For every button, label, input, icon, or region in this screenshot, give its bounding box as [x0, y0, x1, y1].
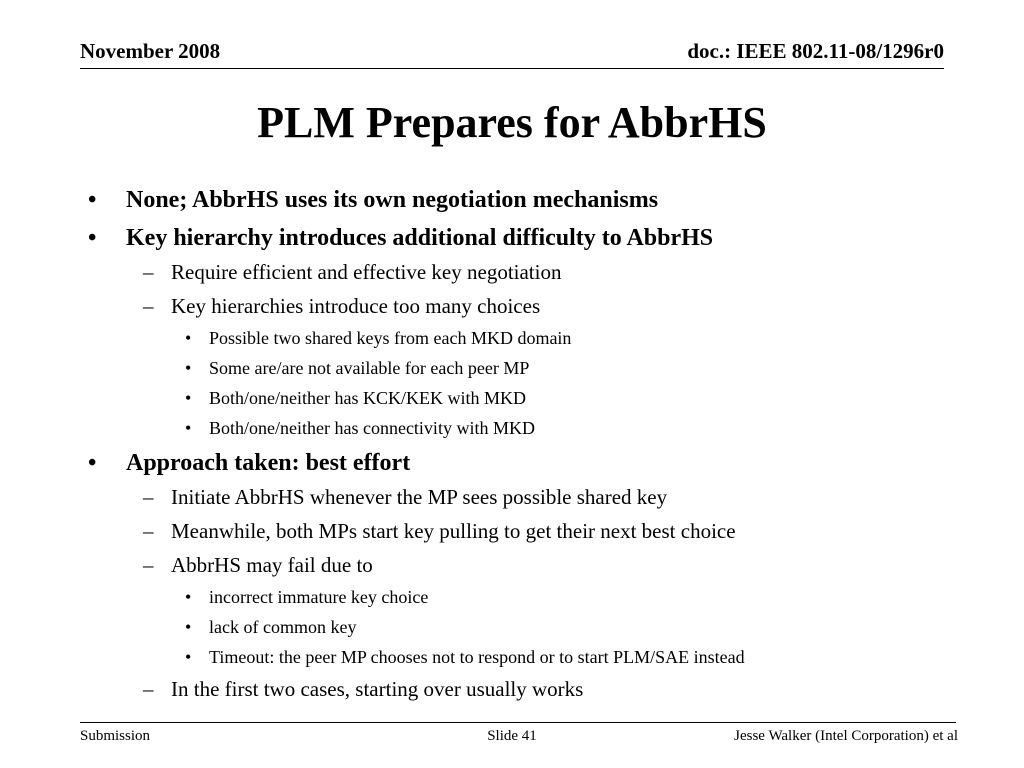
bullet-marker: •	[185, 647, 192, 667]
sub-sub-bullet-text: Possible two shared keys from each MKD domain	[209, 328, 572, 348]
dash-marker: –	[143, 260, 154, 284]
footer-submission: Submission	[80, 728, 151, 744]
sub-bullet-item	[143, 484, 668, 510]
bullet-item	[88, 223, 714, 253]
dash-marker: –	[143, 485, 154, 509]
sub-sub-bullet-item	[185, 327, 572, 349]
dash-marker: –	[143, 677, 154, 701]
sub-sub-bullet-item	[185, 417, 535, 439]
sub-bullet-text: Meanwhile, both MPs start key pulling to get their next best choice	[171, 519, 736, 543]
bullet-marker: •	[185, 587, 192, 607]
bullet-marker: •	[185, 617, 192, 637]
sub-sub-bullet-text: Both/one/neither has connectivity with MKD	[209, 418, 535, 438]
bullet-item	[88, 448, 411, 478]
bullet-text: Approach taken: best effort	[126, 450, 411, 476]
header-doc-id: doc.: IEEE 802.11-08/1296r0	[687, 39, 944, 63]
sub-bullet-item	[143, 293, 541, 319]
sub-bullet-text: Initiate AbbrHS whenever the MP sees possible shared key	[171, 485, 668, 509]
sub-bullet-item	[143, 676, 584, 702]
sub-sub-bullet-item	[185, 357, 530, 379]
sub-bullet-item	[143, 552, 373, 578]
sub-sub-bullet-item	[185, 616, 357, 638]
sub-sub-bullet-item	[185, 387, 526, 409]
sub-sub-bullet-text: incorrect immature key choice	[209, 587, 429, 607]
sub-bullet-text: In the first two cases, starting over usually works	[171, 677, 584, 701]
dash-marker: –	[143, 553, 154, 577]
bullet-text: Key hierarchy introduces additional difficulty to AbbrHS	[126, 225, 714, 251]
bullet-item	[88, 185, 659, 215]
sub-sub-bullet-text: Some are/are not available for each peer MP	[209, 358, 530, 378]
bullet-marker: •	[185, 388, 192, 408]
sub-sub-bullet-item	[185, 586, 429, 608]
bullet-marker: •	[88, 450, 97, 476]
sub-bullet-text: Require efficient and effective key negotiation	[171, 260, 562, 284]
header-date: November 2008	[80, 39, 221, 63]
footer-divider	[80, 722, 956, 723]
dash-marker: –	[143, 294, 154, 318]
footer-slide-number: Slide 41	[487, 728, 537, 744]
sub-bullet-text: Key hierarchies introduce too many choices	[171, 294, 541, 318]
footer-author: Jesse Walker (Intel Corporation) et al	[734, 728, 958, 744]
slide-title: PLM Prepares for AbbrHS	[257, 98, 767, 147]
bullet-marker: •	[185, 328, 192, 348]
bullet-text: None; AbbrHS uses its own negotiation mechanisms	[126, 187, 659, 213]
dash-marker: –	[143, 519, 154, 543]
bullet-marker: •	[185, 418, 192, 438]
sub-bullet-text: AbbrHS may fail due to	[171, 553, 373, 577]
header-divider	[80, 68, 944, 69]
sub-sub-bullet-text: Timeout: the peer MP chooses not to respond or to start PLM/SAE instead	[209, 647, 745, 667]
bullet-marker: •	[185, 358, 192, 378]
sub-bullet-item	[143, 259, 562, 285]
bullet-marker: •	[88, 225, 97, 251]
sub-sub-bullet-item	[185, 646, 745, 668]
sub-sub-bullet-text: Both/one/neither has KCK/KEK with MKD	[209, 388, 526, 408]
sub-bullet-item	[143, 518, 736, 544]
sub-sub-bullet-text: lack of common key	[209, 617, 357, 637]
bullet-marker: •	[88, 187, 97, 213]
